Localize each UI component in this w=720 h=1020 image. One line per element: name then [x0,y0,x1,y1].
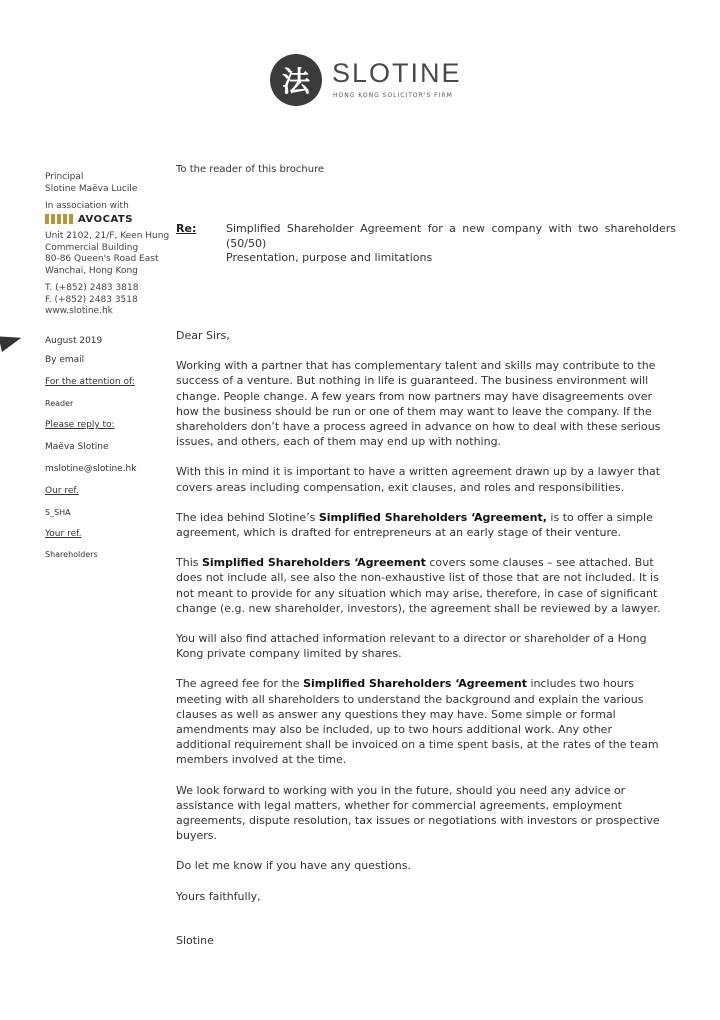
association-label: In association with [45,201,129,211]
contact-block [45,283,163,318]
principal-name: Slotine Maëva Lucile [45,183,138,194]
fax: F. (+852) 2483 3518 [45,294,138,305]
our-ref-value: S_SHA [45,508,71,517]
product-name: Simplified Shareholders ‘Agreement [303,677,527,691]
address-line: Commercial Building [45,242,139,253]
subject-line: Simplified Shareholder Agreement for a new company with two shareholders [226,222,676,235]
closing: Yours faithfully, [176,889,261,903]
associate-firm-name: AVOCATS [78,213,133,225]
associate-mark-icon [45,214,75,224]
paragraph: The agreed fee for the Simplified Shareholders ‘Agreement includes two hours meeting with all shareholders to understand the background and explain the various clauses as well as answer any questions they may have. Some simple or formal amendments may also be included, up to two hours additional work. Any other additional requirement shall be invoiced on a time spent basis, at the rates of the team members involved at the time. [176,677,659,767]
paragraph: You will also find attached information relevant to a director or shareholder of a Hong Kong private company limited by shares. [176,632,647,661]
logo-firm-name: SLOTINE [332,58,462,88]
re-label: Re: [176,222,197,235]
paragraph: With this in mind it is important to have a written agreement drawn up by a lawyer that covers areas including compensation, exit clauses, and roles and responsibilities. [176,465,661,494]
reply-email-link[interactable]: mslotine@slotine.hk [45,464,137,474]
product-name: Simplified Shareholders ‘Agreement, [318,510,547,524]
subject-line: (50/50) [226,236,267,250]
letter-body [176,328,666,963]
our-ref-label: Our ref. [45,486,79,496]
firm-info-sidebar [45,172,170,324]
paragraph: We look forward to working with you in the future, should you need any advice or assistance with legal matters, whether for commercial agreements, employment agreements, dispute resolution, tax issues or negotiations with investors or prospective buyers. [176,783,660,843]
subject-block [226,222,676,266]
your-ref-value: Shareholders [45,550,98,559]
address-block [45,231,170,277]
firm-logo [270,54,470,106]
address-line: Unit 2102, 21/F, Keen Hung [45,231,170,241]
paragraph: Do let me know if you have any questions. [176,859,411,873]
your-ref-label: Your ref. [45,529,82,539]
address-line: Wanchai, Hong Kong [45,265,138,276]
principal-label: Principal [45,172,84,182]
address-line: 80-86 Queen's Road East [45,254,159,264]
logo-seal-icon: 法 [270,54,322,106]
associate-firm-logo [45,214,163,226]
logo-tagline: HONG KONG SOLICITOR'S FIRM [333,92,453,99]
delivery-method: By email [45,355,85,365]
reply-label: Please reply to: [45,420,115,430]
phone: T. (+852) 2483 3818 [45,283,139,293]
paragraph: Working with a partner that has complementary talent and skills may contribute to the success of a venture. But nothing in life is guaranteed. The business environment will change. People change. A few years from now partners may have disagreements over how the business should be run or one of them may want to leave the company. If the shareholders don’t have a process agreed in advance on how to deal with these serious issues, and others, each of them may end up with nothing. [176,359,661,449]
paragraph: This Simplified Shareholders ‘Agreement covers some clauses – see attached. But does not include all, see also the non-exhaustive list of those that are not included. It is not meant to provide for any situation which may arise, therefore, in case of significant change (e.g. new shareholder, investors), the agreement shall be reviewed by a lawyer. [176,556,661,615]
paragraph: The idea behind Slotine’s Simplified Shareholders ‘Agreement, is to offer a simple agreement, which is drafted for entrepreneurs at an early stage of their venture. [176,510,653,540]
letter-date: August 2019 [45,336,103,346]
subject-subtitle: Presentation, purpose and limitations [226,251,433,264]
reply-name: Maëva Slotine [45,442,109,452]
decorative-triangle-icon [0,332,23,352]
recipient-line: To the reader of this brochure [176,164,325,175]
signature: Slotine [176,933,214,947]
salutation: Dear Sirs, [176,329,230,342]
attention-value: Reader [45,399,74,408]
product-name: Simplified Shareholders ‘Agreement [201,556,426,570]
attention-label: For the attention of: [45,377,135,387]
website-link[interactable]: www.slotine.hk [45,306,113,316]
